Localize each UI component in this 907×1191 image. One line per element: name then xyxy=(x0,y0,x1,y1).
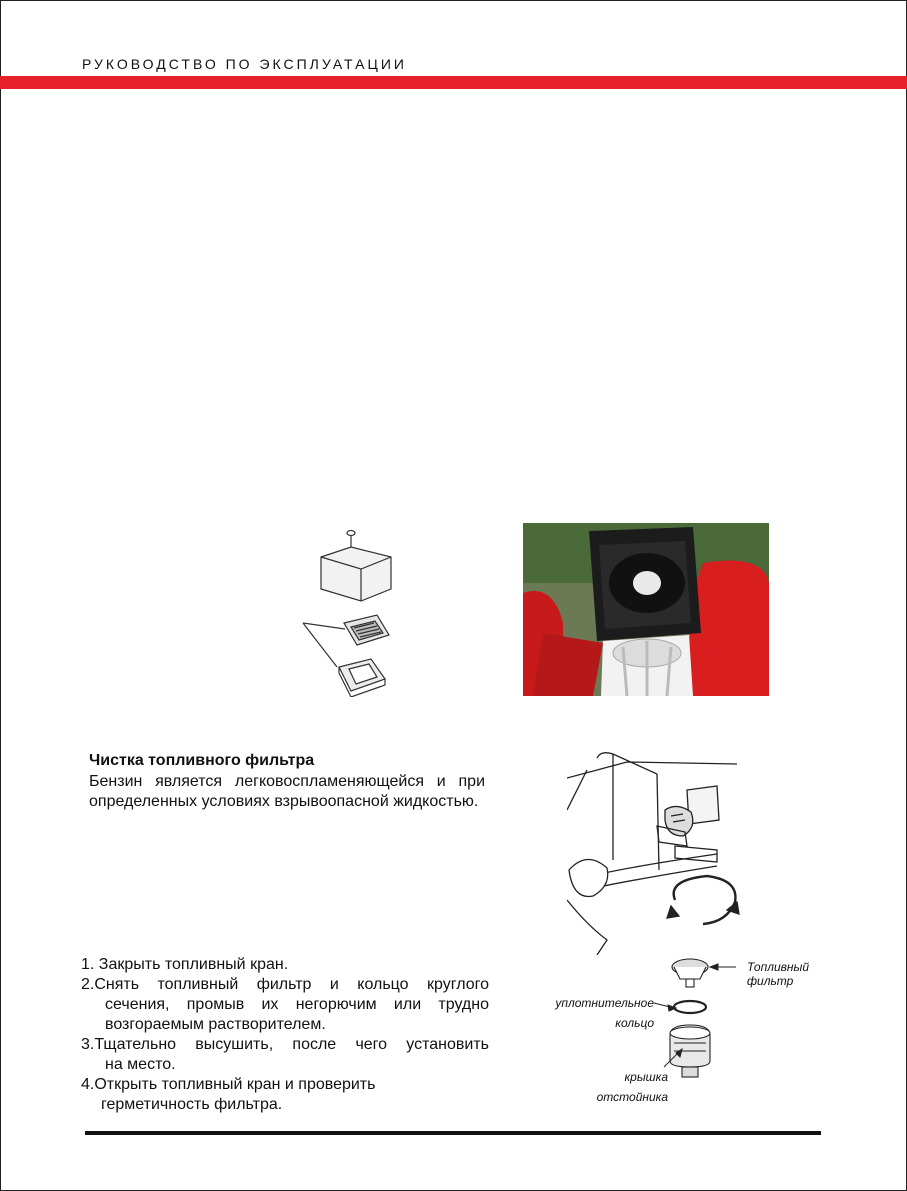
page-header-title: РУКОВОДСТВО ПО ЭКСПЛУАТАЦИИ xyxy=(82,56,407,72)
footer-rule xyxy=(85,1131,821,1135)
fuel-cock-wrench-diagram xyxy=(567,750,747,955)
step-3-continuation: на место. xyxy=(105,1056,176,1073)
air-filter-photo xyxy=(523,523,769,696)
callout-sealing-ring-line1: уплотнительное xyxy=(555,996,654,1010)
step-2-continuation: сечения, промыв их негорючим или трудно возгораемым растворителем. xyxy=(105,996,489,1033)
step-item xyxy=(81,975,489,1035)
callout-sediment-cup xyxy=(578,1070,668,1104)
step-item xyxy=(81,955,489,975)
instruction-steps xyxy=(81,955,489,1115)
step-4-continuation: герметичность фильтра. xyxy=(101,1096,283,1113)
callout-sediment-cup-line2: отстойника xyxy=(596,1090,668,1104)
callout-sealing-ring-line2: кольцо xyxy=(615,1016,654,1030)
step-2-text: 2.Снять топливный фильтр и кольцо круглого xyxy=(81,976,489,993)
section-heading: Чистка топливного фильтра xyxy=(89,752,315,769)
air-filter-diagram xyxy=(299,527,411,697)
callout-sealing-ring xyxy=(534,996,654,1030)
callout-fuel-filter-line2: фильтр xyxy=(747,974,794,988)
header-accent-band xyxy=(0,76,907,89)
callout-fuel-filter-line1: Топливный xyxy=(747,960,810,974)
step-item xyxy=(81,1075,489,1115)
callout-sediment-cup-line1: крышка xyxy=(624,1070,668,1084)
step-1-text: 1. Закрыть топливный кран. xyxy=(81,956,289,973)
step-4-text: 4.Открыть топливный кран и проверить xyxy=(81,1076,376,1093)
fuel-filter-parts-diagram xyxy=(640,955,740,1085)
callout-fuel-filter xyxy=(747,960,809,988)
step-item xyxy=(81,1035,489,1075)
section-intro: Бензин является легковоспламеняющейся и при определенных условиях взрывоопасной жидкостью. xyxy=(89,773,485,810)
step-3-text: 3.Тщательно высушить, после чего установить xyxy=(81,1036,489,1053)
